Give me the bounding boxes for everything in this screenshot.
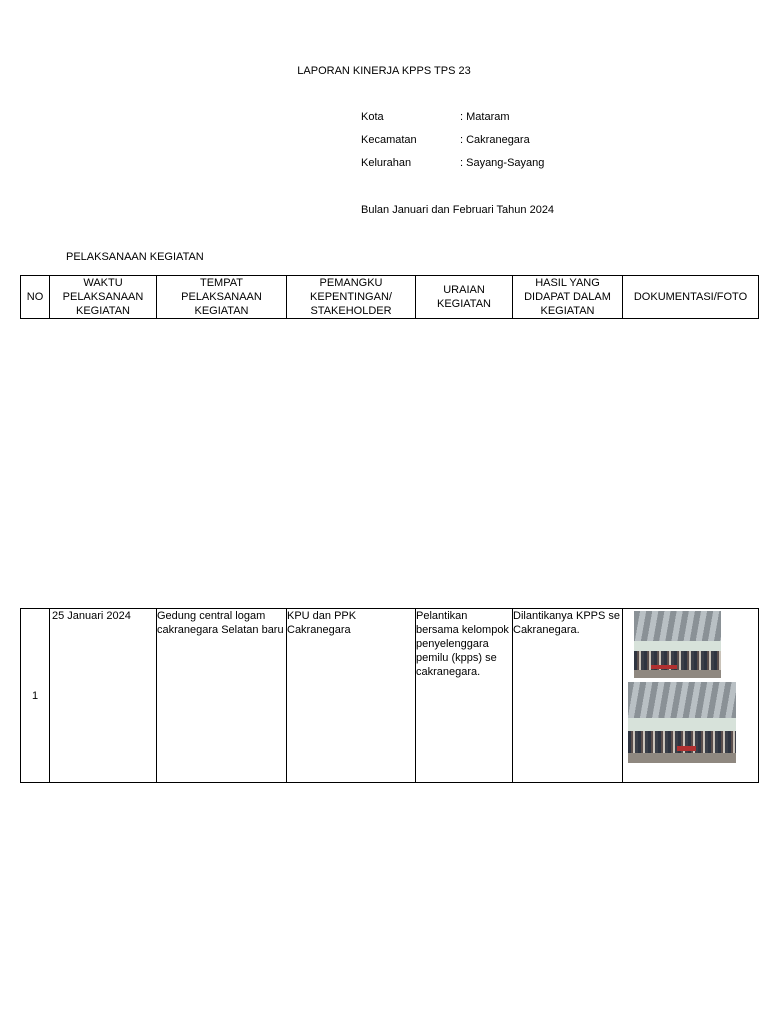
cell-pemangku: KPU dan PPK Cakranegara — [287, 609, 416, 783]
header-line: PELAKSANAAN — [181, 291, 262, 303]
header-line: KEGIATAN — [194, 305, 249, 317]
header-hasil — [513, 276, 623, 319]
cell-hasil: Dilantikanya KPPS se Cakranegara. — [513, 609, 623, 783]
header-pemangku — [287, 276, 416, 319]
header-line: KEPENTINGAN/ — [310, 291, 392, 303]
meta-value: : Sayang-Sayang — [460, 157, 545, 169]
section-title: PELAKSANAAN KEGIATAN — [66, 251, 204, 263]
activity-table-header — [20, 275, 759, 319]
header-line: PELAKSANAAN — [62, 291, 144, 303]
photo-inauguration-group — [628, 682, 736, 763]
meta-value: : Mataram — [460, 111, 510, 123]
header-uraian — [416, 276, 513, 319]
header-line: PEMANGKU — [319, 277, 383, 289]
cell-tempat: Gedung central logam cakranegara Selatan baru — [157, 609, 287, 783]
meta-key: Kelurahan — [361, 157, 412, 169]
header-line: TEMPAT — [200, 277, 243, 289]
cell-no: 1 — [21, 609, 50, 783]
header-dokumentasi: DOKUMENTASI/FOTO — [623, 276, 759, 319]
header-line: STAKEHOLDER — [310, 305, 392, 317]
header-waktu — [50, 276, 157, 319]
header-line: URAIAN — [443, 284, 485, 296]
header-line: KEGIATAN — [540, 305, 595, 317]
header-line: KEGIATAN — [76, 305, 130, 317]
header-line: WAKTU — [83, 277, 123, 289]
header-no: NO — [21, 276, 50, 319]
header-tempat — [157, 276, 287, 319]
cell-uraian: Pelantikan bersama kelompok penyelenggara pemilu (kpps) se cakranegara. — [416, 609, 513, 783]
meta-key: Kota — [361, 111, 384, 123]
document-title: LAPORAN KINERJA KPPS TPS 23 — [297, 65, 471, 77]
header-line: HASIL YANG — [535, 277, 600, 289]
cell-waktu: 25 Januari 2024 — [50, 609, 157, 783]
activity-table-body — [20, 608, 759, 783]
cell-dokumentasi — [623, 609, 759, 783]
meta-key: Kecamatan — [361, 134, 417, 146]
header-line: DIDAPAT DALAM — [524, 291, 611, 303]
meta-value: : Cakranegara — [460, 134, 530, 146]
photo-inauguration-hall — [634, 611, 721, 678]
report-period: Bulan Januari dan Februari Tahun 2024 — [361, 204, 555, 216]
header-line: KEGIATAN — [437, 298, 491, 310]
table-row — [21, 609, 759, 783]
